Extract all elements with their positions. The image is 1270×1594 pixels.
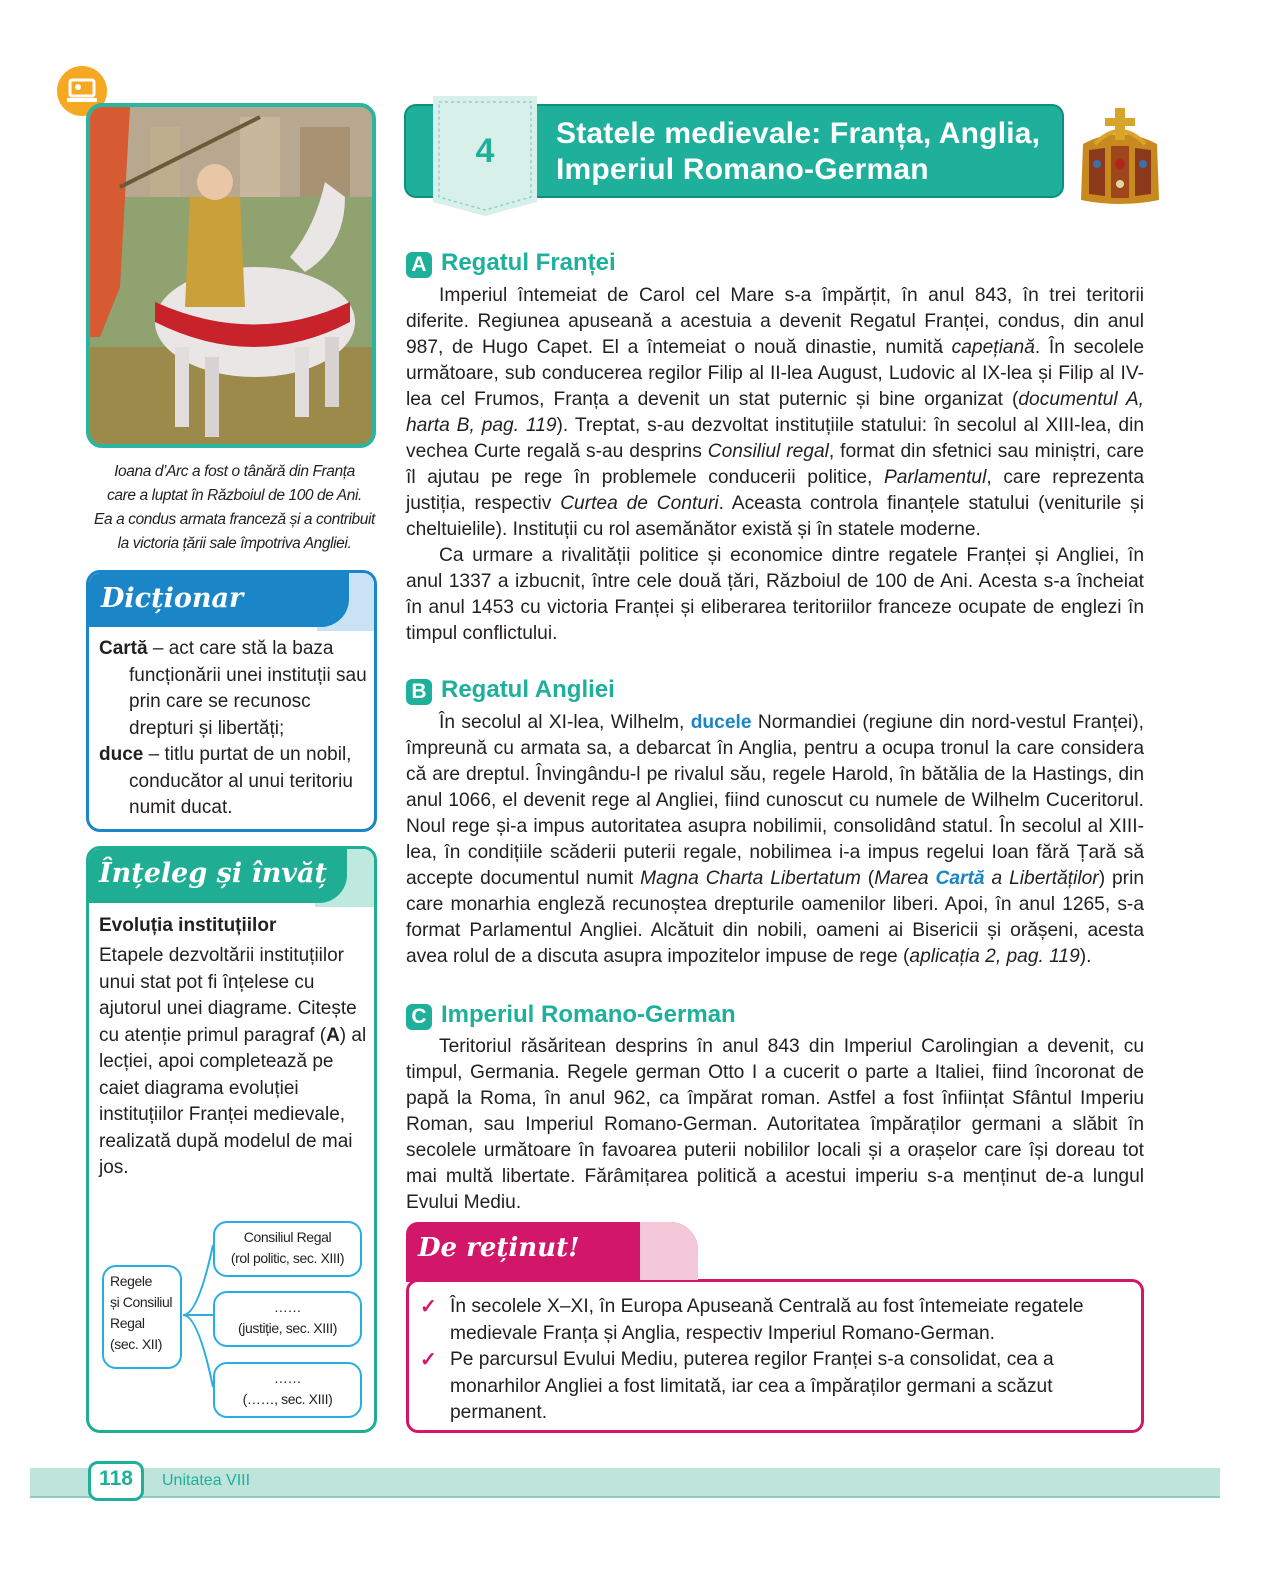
text-run: , format din sfetnici sau miniștri, care îl ajutau pe rege în problemele conducerii politice,	[406, 441, 1144, 488]
section-c-text	[406, 1034, 1144, 1216]
unit-label: Unitatea VIII	[162, 1472, 251, 1489]
crown-image	[1075, 104, 1165, 206]
text-run: În secolul al XI-lea, Wilhelm,	[439, 712, 691, 733]
diagram-text: Regele	[110, 1273, 152, 1289]
learn-text-part: Etapele dezvoltării instituțiilor unui stat pot fi înțelese cu ajutorul unei diagrame. Citește cu atenție primul paragraf (	[99, 945, 357, 1046]
learn-text-part: ) al lecției, apoi completează pe caiet diagrama evoluției instituțiilor Franței medievale, realizată după modelul de mai jos.	[99, 1024, 367, 1178]
retain-item-text: În secolele X–XI, în Europa Apuseană Centrală au fost întemeiate regatele medievale Franța și Anglia, respectiv Imperiul Romano-German.	[450, 1296, 1084, 1344]
text-run-italic: Curtea de Conturi	[560, 493, 719, 514]
glossary-term-carta: Cartă	[935, 868, 985, 889]
dictionary-title: Dicționar	[101, 583, 244, 614]
text-run: , care reprezenta justiția, respectiv	[406, 467, 1144, 514]
retain-list	[418, 1294, 1130, 1427]
paragraph: Ca urmare a rivalității politice și economice dintre regatele Franței și Angliei, în anul 1337 a izbucnit, între cele două țări, Războiul de 100 de Ani. Acesta s-a încheiat în anul 1453 cu victoria Franței și eliberarea teritoriilor franceze ocupate de englezi în timpul conflictului.	[406, 545, 1144, 644]
text-run: ). Treptat, s-au dezvoltat instituțiile statului: în secolul al XIII-lea, din vechea Curte regală s-au desprins	[406, 415, 1144, 462]
retain-title: De reținut!	[418, 1233, 580, 1263]
text-run-italic: documentul A, harta B, pag. 119	[406, 389, 1144, 436]
retain-item-text: Pe parcursul Evului Mediu, puterea regilor Franței s-a consolidat, cea a monarhilor Angliei a fost limitată, iar cea a împăraților germani a scăzut permanent.	[450, 1349, 1054, 1423]
text-run-italic: a Libertăților	[984, 868, 1099, 889]
check-icon: ✓	[420, 1296, 437, 1318]
footer-line	[30, 1496, 1220, 1498]
lesson-title-line: Statele medievale: Franța, Anglia,	[556, 117, 1041, 150]
lesson-title	[556, 116, 1066, 188]
section-b-badge: B	[406, 679, 432, 705]
section-c-badge: C	[406, 1004, 432, 1030]
diagram-node-justitie	[213, 1291, 362, 1347]
paragraph	[406, 283, 1144, 543]
section-b-text	[406, 710, 1144, 970]
text-run-italic: capețiană	[951, 337, 1035, 358]
diagram-node-blank	[213, 1362, 362, 1418]
text-run-italic: Consiliul regal	[707, 441, 829, 462]
retain-item	[418, 1347, 1130, 1427]
learn-text-bold: A	[326, 1024, 340, 1046]
diagram-root-node	[102, 1265, 182, 1369]
diagram-text: ……	[273, 1370, 302, 1386]
caption-line: Ea a condus armata franceză și a contribuit	[94, 511, 375, 528]
dictionary-box	[86, 570, 377, 832]
dictionary-term: duce	[99, 744, 144, 765]
text-run: . Aceasta controla finanțele statului (veniturile și cheltuielile). Instituții cu rol asemănător există și în statele moderne.	[406, 493, 1144, 540]
diagram-text: Consiliul Regal	[243, 1229, 332, 1245]
dictionary-entry-duce	[99, 742, 369, 822]
glossary-term-duce: ducele	[690, 712, 752, 733]
dictionary-entry-carta	[99, 636, 369, 742]
learn-text	[99, 943, 371, 1182]
diagram-text: și Consiliul	[110, 1294, 173, 1310]
text-run-italic: Marea	[874, 868, 936, 889]
diagram-text: (rol politic, sec. XIII)	[230, 1250, 345, 1266]
text-run-italic: Magna Charta Libertatum	[640, 868, 861, 889]
lesson-number: 4	[475, 132, 495, 170]
section-a-text	[406, 283, 1144, 647]
image-caption	[92, 460, 377, 556]
diagram-text: Regal	[110, 1315, 145, 1331]
text-run: ).	[1079, 946, 1092, 967]
text-run: Imperiul întemeiat de Carol cel Mare s-a împărțit, în anul 843, în trei teritorii diferite. Regiunea apuseană a acestuia a devenit Regatul Franței, condus, din anul 987, de Hugo Capet. El a întemeiat o nouă dinastie, numită	[406, 285, 1144, 358]
paragraph	[406, 710, 1144, 970]
text-run: (	[860, 868, 875, 889]
section-a-title: Regatul Franței	[441, 249, 616, 276]
retain-tab-fold	[640, 1222, 698, 1280]
page-number: 118	[99, 1467, 133, 1490]
diagram-node-consiliul	[213, 1221, 362, 1277]
learn-title: Înțeleg și învăț	[99, 858, 328, 889]
lesson-title-line: Imperiul Romano-German	[556, 153, 929, 186]
text-run: ) prin care monarhia engleză recunoștea drepturile oamenilor liberi. Apoi, în anul 1265, s-a format Parlamentul Angliei. Alcătuit din nobili, oameni ai Bisericii și orășeni, acesta avea rolul de a discuta asupra impozitelor impuse de rege (	[406, 868, 1144, 967]
joan-of-arc-illustration	[86, 103, 376, 448]
diagram-text: (……, sec. XIII)	[242, 1391, 333, 1407]
dictionary-definition: – act care stă la baza funcționării unei instituții sau prin care se recunosc drepturi și libertăți;	[129, 638, 367, 739]
section-b-title: Regatul Angliei	[441, 676, 615, 703]
caption-line: la victoria țării sale împotriva Angliei.	[117, 535, 352, 552]
dictionary-term: Cartă	[99, 638, 148, 659]
paragraph: Teritoriul răsăritean desprins în anul 843 din Imperiul Carolingian a devenit, cu timpul, Germania. Regele german Otto I a cucerit o parte a Italiei, fiind încoronat de papă la Roma, în anul 962, ca împărat roman. Astfel a fost înființat Sfântul Imperiu Roman, sau Imperiul Romano-German. Autoritatea împăraților germani a slăbit în secolele următoare în favoarea puterii nobililor locali și a orașelor care își doreau tot mai multă libertate. Fărâmițarea politică a acestui imperiu s-a menținut de-a lungul Evului Mediu.	[406, 1036, 1144, 1213]
dictionary-definition: – titlu purtat de un nobil, conducător al unui teritoriu numit ducat.	[129, 744, 353, 818]
text-run: Normandiei (regiune din nord-vestul Franței), împreună cu armata sa, a debarcat în Anglia, pentru a ocupa tronul la care considera că are dreptul. Învingându-l pe rivalul său, regele Harold, în bătălia de la Hastings, din anul 1066, el devenit rege al Angliei, fiind cunoscut cu numele de Wilhelm Cuceritorul. Noul rege și-a impus autoritatea asupra nobilimii, consolidând statul. În secolul al XIII-lea, în condițiile scăderii puterii regale, nobilimea i-a impus regelui Ioan fără Țară să accepte documentul numit	[406, 712, 1144, 889]
text-run-italic: Parlamentul	[883, 467, 987, 488]
learn-subtitle: Evoluția instituțiilor	[99, 915, 277, 936]
retain-item	[418, 1294, 1130, 1347]
caption-line: care a luptat în Războiul de 100 de Ani.	[107, 487, 362, 504]
diagram-text: ……	[273, 1299, 302, 1315]
text-run-italic: aplicația 2, pag. 119	[909, 946, 1080, 967]
check-icon: ✓	[420, 1349, 437, 1371]
section-c-title: Imperiul Romano-German	[441, 1001, 736, 1028]
dictionary-body	[99, 636, 369, 822]
text-run: . În secolele următoare, sub conducerea regilor Filip al II-lea August, Ludovic al IX-lea și Filip al IV-lea cel Frumos, Franța a devenit un stat puternic și bine organizat (	[406, 337, 1144, 410]
diagram-text: (sec. XII)	[110, 1336, 163, 1352]
diagram-text: (justiție, sec. XIII)	[238, 1320, 337, 1336]
section-a-badge: A	[406, 252, 432, 278]
caption-line: Ioana d’Arc a fost o tânără din Franța	[114, 463, 355, 480]
